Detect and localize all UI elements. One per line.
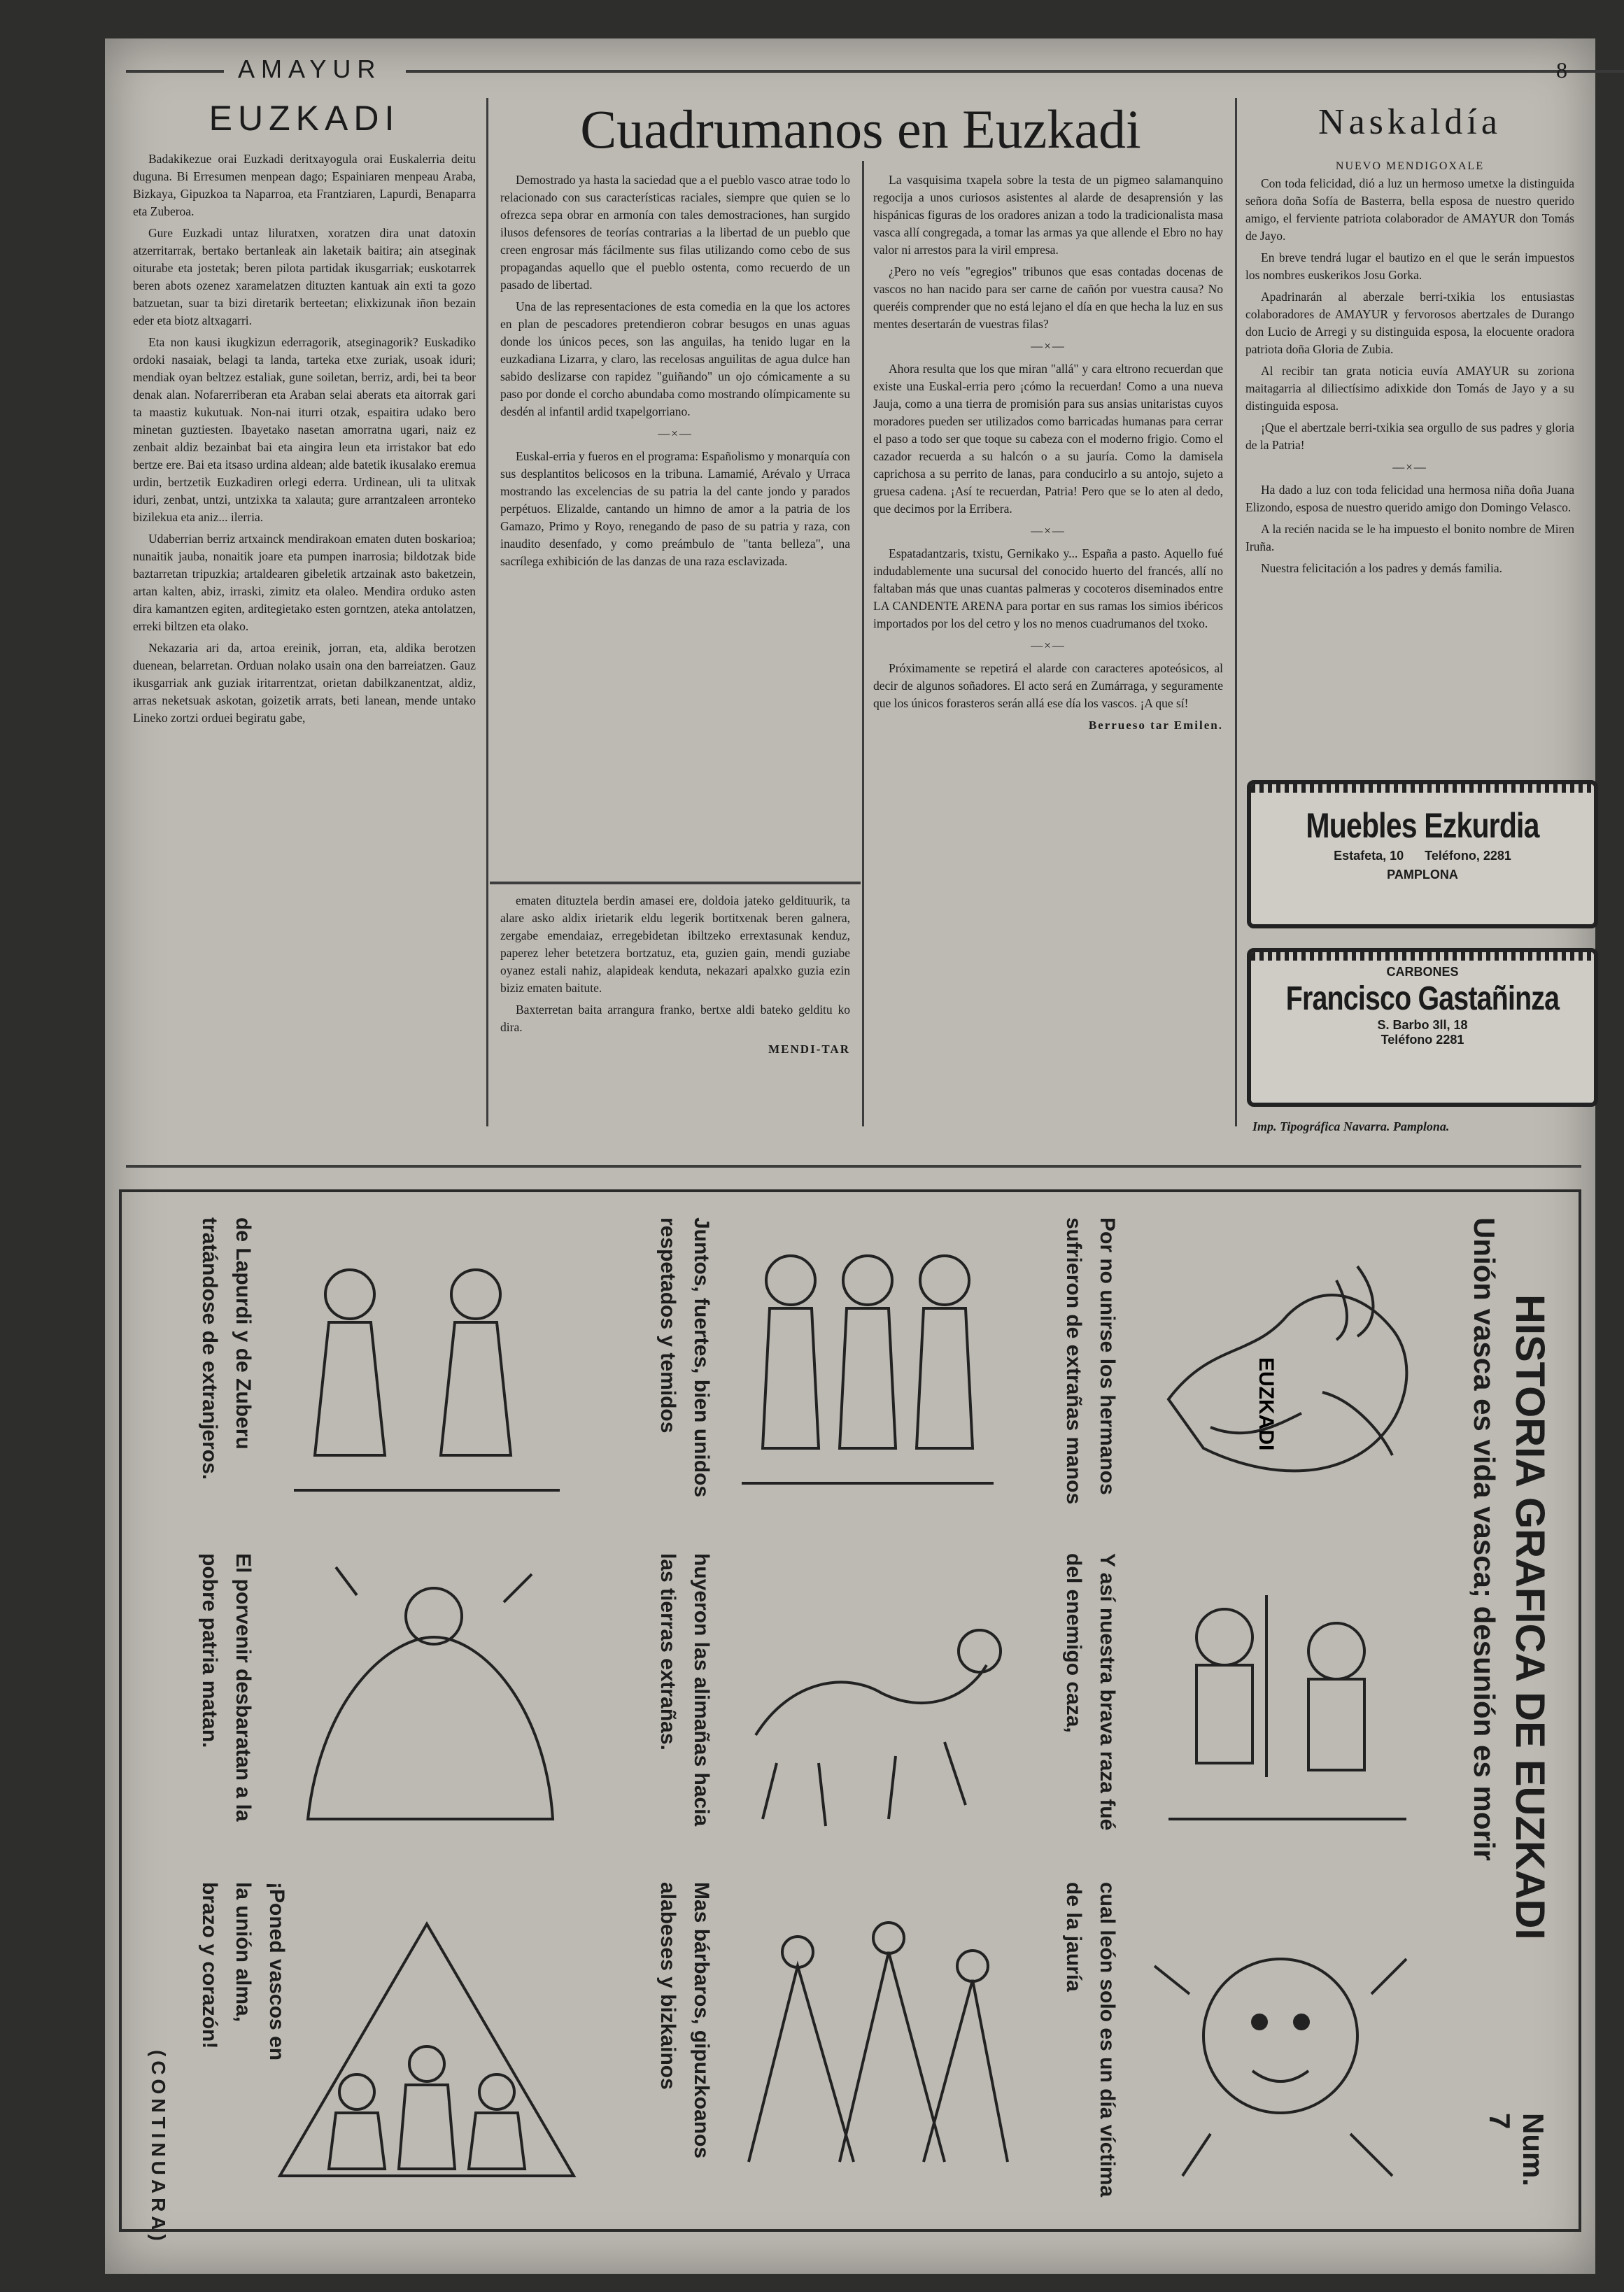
comic-strip <box>119 1189 1581 2245</box>
caption-1: Por no unirse los hermanos sufrieron de extrañas manos <box>1062 1217 1119 1505</box>
advert-address: S. Barbo 3ll, 18 <box>1377 1018 1468 1032</box>
paragraph: La vasquisima txapela sobre la testa de un pigmeo salamanquino regocija a unos curiosos asistentes al alarde de desaprensión y las hispánicas figuras de los oradores anizan a todo la tradicionalista masa vasca allí congregada, a tomar las armas ya que allende el Ebro no hay valor ni arrestos para la viril empresa. <box>873 173 1223 257</box>
advert-border-stripes <box>1251 784 1594 793</box>
separator: —×— <box>1392 460 1427 474</box>
lion-illustration <box>1127 1882 1448 2204</box>
advert-contact <box>1251 849 1594 863</box>
travellers-illustration <box>252 1217 602 1525</box>
advert-phone: Teléfono, 2281 <box>1425 849 1511 863</box>
mourning-mother-illustration <box>252 1553 602 1861</box>
imprint: Imp. Tipográfica Navarra. Pamplona. <box>1252 1119 1450 1133</box>
paragraph: Eta non kausi ikugkizun ederragorik, atseginagorik? Euskadiko ordoki nasaiak, belagi ta landa, tarteka etxe zuriak, usoak iduri; mendiak oyan beltzez estaliak, gune soiletan, berriz, ardi, bei ta beor denak alan. Nofarerriberan eta Araban selai aberats eta aitorrak gari ta maastiz kukutuak. Non-nai iturri otzak, espaitira udako bero minetan guztiesten. Ibayetako nasetan amorratna ugari, naiz ez zenbait aldiz bezainbat bai eta aingira leun eta irristakor bat edo bertze ere. Bai eta itsaso urdina aldean; alde batetik ikusalako eremua urdin, bertzetik Euzkadiren orlegi ederra. Urdinean, uli ta ulitxak iduri, zenbat, untzi, untzixka ta xalauta; gure arrantzaleen arronteko bizilekua eta aniz... ilerria. <box>133 335 476 524</box>
paragraph: Apadrinarán al aberzale berri-txikia los entusiastas colaboradores de AMAYUR y fervorosos abertzales de Durango don Lucio de Arregi y su distinguida esposa, la elocuente oradora patriota doña Gloria de Zubia. <box>1245 290 1574 356</box>
section-rule <box>126 1165 1581 1168</box>
column-title: EUZKADI <box>209 99 400 138</box>
column-rule <box>1235 98 1237 1126</box>
article-headline: Cuadrumanos en Euzkadi <box>580 99 1141 160</box>
separator: —×— <box>1031 339 1066 353</box>
caption-5: huyeron las alimañas hacia las tierras extrañas. <box>656 1553 713 1827</box>
caption-6: Mas bárbaros, gipuzkoanos alabeses y bizkainos <box>656 1882 713 2159</box>
map-hands-illustration <box>1127 1217 1448 1525</box>
caption-9: ¡Poned vascos en la unión alma, brazo y corazón! <box>198 1882 288 2061</box>
separator: —×— <box>658 427 693 440</box>
caption-3: cual león solo es un día víctima de la jauría <box>1062 1882 1119 2198</box>
paragraph: Una de las representaciones de esta comedia en la que los actores en plan de pescadores pretendieron cobrar besugos en unas aguas donde los únicos peces, son las anguilas, ha tenido lugar en la euzkadiana Lizarra, y claro, las recelosas anguilitas de agua dulce han sabido deslizarse con rapidez "guiñando" un ojo cómicamente a su paso por donde el corcho abundaba como mostrando olímpicamente su desdén al infantil ardid txapelgorriano. <box>500 299 850 418</box>
article-euzkadi <box>133 150 476 1130</box>
place-heading: NUEVO MENDIGOXALE <box>1335 160 1485 172</box>
invaders-illustration <box>714 1882 1022 2204</box>
paragraph: Nekazaria ari da, artoa ereinik, jorran, eta, aldika berotzen duenean, belarretan. Orduan nolako usain ona den barreiatzen. Gauz ikusgarriak ank guziak iritarrentzat, orietan dabilkzanentzat, aldiz, arras neketsuak askotan, goizetik arrats, beti lanean, mende untako Lineko zortzi orduei begiratu gabe, <box>133 641 476 725</box>
paragraph: ¿Pero no veís "egregios" tribunos que esas contadas docenas de vascos no han nacido para ser carne de cañón por vuestra causa? No queréis comprender que no está lejano el día en que hecha la luz en sus mentes desertarán de vuestras filas? <box>873 264 1223 331</box>
masthead-rule-left <box>126 70 224 73</box>
masthead-name: AMAYUR <box>238 55 382 83</box>
column-title: Naskaldía <box>1318 102 1502 142</box>
paragraph: Baxterretan baita arrangura franko, bertxe aldi bateko gelditu ko dira. <box>500 1003 850 1034</box>
section-rule <box>490 882 861 884</box>
map-label: EUZKADI <box>1255 1357 1278 1451</box>
paragraph: Badakikezue orai Euzkadi deritxayogula orai Euskalerria deitu duguna. Bi Erresumen menpean dago; Espainiaren menpeau Araba, Bizkaya, Gipuzkoa ta Naparroa, eta Frantziaren, Lapurdi, Benaparra eta Zuberoa. <box>133 152 476 218</box>
paragraph: Euskal-erria y fueros en el programa: Españolismo y monarquía con sus desplantitos belicosos en la tribuna. Lamamié, Arévalo y Urraca mostrando las excelencias de su patria la del cante jondo y parados perpétuos. Elizalde, cantando un himno de amor a la patria de los Gamazo, Primo y Royo, renegando de paso de su patria y raza, con inaudito desenfado, y como preámbulo de "tanta belleza", una sacrílega exhibición de las danzas de una raza esclavizada. <box>500 449 850 568</box>
paragraph: Gure Euzkadi untaz liluratxen, xoratzen dira unat datoxin atzerritarrak, bertako bertanleak ain laketaik baitira; ain atseginak oiturabe eta jostetak; beren pilota partidak ikusgarriak; euskotarrek beren abots ozenez xaramelatzen dituzten kantuak ain exti ta gozo batzuetan, suar ta bizi diretarik berteetan; elixkizunak iñon bezain eder eta biotz altxagarri. <box>133 226 476 327</box>
caption-continuara: (CONTINUARA) <box>148 2050 169 2245</box>
map-illustration <box>1127 1217 1448 1525</box>
article-cuadrumanos-col-a <box>500 171 850 871</box>
paragraph: Espatadantzaris, txistu, Gernikako y... España a pasto. Aquello fué indudablemente una sucursal del conocido huerto del francés, allí no faltaban más que unas cuantas palmeras y cocoteros diseminados entre LA CANDENTE ARENA para portar en sus ramas los simios ibéricos importados por los del cetro y los no menos cuadrumanos del txoko. <box>873 546 1223 630</box>
article-cuadrumanos-col-b <box>873 171 1223 1133</box>
paragraph: Con toda felicidad, dió a luz un hermoso umetxe la distinguida señora doña Sofía de Basterra, bella esposa de nuestro querido amigo, el ferviente patriota colaborador de AMAYUR don Tomás de Jayo. <box>1245 176 1574 243</box>
advert-name: Francisco Gastañinza <box>1285 980 1560 1017</box>
comic-subtitle: Unión vasca es vida vasca; desunión es morir <box>1468 1217 1501 1861</box>
advert-border-stripes <box>1251 952 1594 961</box>
paragraph: Ahora resulta que los que miran "allá" y cara eltrono recuerdan que existe una Euskal-erria pero ¡cómo la recuerdan! Como a una nueva Jauja, como a una tierra de promisión para sus ansias unitaristas cuyos moradores pueden ser utilizados como barricadas humanas para cerrar el paso a todo ser que toque su cabeza con el moderno frigio. Como el cazador recuerda a su halcón o a su jauría. Como la damisela caprichosa a su perrito de lanas, para conducirlo a su antojo, sujeto a gruesa cadena. ¡Así te recuerdan, Patria! Pero que se lo aten al dedo, que decimos por la Erribera. <box>873 362 1223 516</box>
paragraph: Nuestra felicitación a los padres y demás familia. <box>1261 561 1503 575</box>
advert-gastaninza <box>1247 948 1598 1107</box>
separator: —×— <box>1031 524 1066 537</box>
page-number: 8 <box>1556 57 1567 83</box>
signature: Berrueso tar Emilen. <box>1088 719 1223 732</box>
separator: —×— <box>1031 639 1066 652</box>
advert-city: PAMPLONA <box>1387 868 1458 882</box>
paragraph: ¡Que el abertzale berri-txikia sea orgullo de sus padres y gloria de la Patria! <box>1245 420 1574 452</box>
article-naskaldia <box>1245 157 1574 759</box>
paragraph: ematen dituztela berdin amasei ere, doldoia jateko geldituurik, ta alare asko aldix irietarik eldu legerik bortitxenak beren galnera, zergabe emendaiaz, erregebidetan ibiltzeko errextasunak kenduz, paperez leher betetzera bortzatuz, eta, guzien gain, mendi guziabe oyanez estali nahiz, alapideak kenduta, nekazari apalxko guzia ezin biziz ematen baitute. <box>500 893 850 995</box>
caption-2: Y así nuestra brava raza fué del enemigo caza, <box>1062 1553 1119 1831</box>
signature: MENDI-TAR <box>768 1042 850 1056</box>
paragraph: Al recibir tan grata noticia euvía AMAYUR su zoriona maitagarria al diliectísimo adixkide don Tomás de Jayo y a su distinguida esposa. <box>1245 364 1574 413</box>
paragraph: Ha dado a luz con toda felicidad una hermosa niña doña Juana Elizondo, esposa de nuestro querido amigo don Domingo Velasco. <box>1245 483 1574 514</box>
paragraph: A la recién nacida se le ha impuesto el bonito nombre de Miren Iruña. <box>1245 522 1574 553</box>
paragraph: Próximamente se repetirá el alarde con caracteres apoteósicos, al decir de algunos soñadores. El acto será en Zumárraga, y seguramente que los únicos forasteros serán allá ese día los vascos. ¡A que sí! <box>873 661 1223 710</box>
caption-7: de Lapurdi y de Zuberu tratándose de extranjeros. <box>198 1217 255 1480</box>
comic-number: Num. 7 <box>1483 2113 1550 2186</box>
masthead-rule-right <box>406 70 1624 73</box>
article-euzkadi-continuation <box>500 892 850 1130</box>
comic-title: HISTORIA GRAFICA DE EUZKADI <box>1507 1294 1553 1940</box>
paragraph: Demostrado ya hasta la saciedad que a el pueblo vasco atrae todo lo relacionado con sus características raciales, siempre que quien se lo ofrezca sepa obrar en armonía con tales demostraciones, han surgido ilusos defensores de teorías contrarias a la libertad de un pueblo que creen engrosar más fácilmente sus filas utilizando como cebo de sus propagandas aquello que el pueblo ostenta, como recuerdo de un pasado de libertad. <box>500 173 850 292</box>
column-rule <box>862 161 864 1126</box>
advert-kind: CARBONES <box>1386 965 1459 979</box>
caption-4: Juntos, fuertes, bien unidos respetados y temidos <box>656 1217 713 1498</box>
advert-address: Estafeta, 10 <box>1334 849 1404 863</box>
caption-8: El porvenir desbaratan a la pobre patria matan. <box>198 1553 255 1822</box>
soldiers-illustration <box>1127 1553 1448 1861</box>
paragraph: En breve tendrá lugar el bautizo en el que le serán impuestos los nombres euskerikos Josu Gorka. <box>1245 250 1574 282</box>
advert-name: Muebles Ezkurdia <box>1306 806 1539 845</box>
advert-muebles-ezkurdia <box>1247 780 1598 928</box>
united-warriors-illustration <box>714 1217 1022 1525</box>
fleeing-beasts-illustration <box>714 1553 1022 1861</box>
paragraph: Udaberrian berriz artxainck mendirakoan ematen duten boskarioa; nunaitik jauba, nonaitik joare eta pumpen inarrosia; bildotzak bide baztarretan tripuzkia; artaldearen gibeletik artzainak asto baketzein, artan kalten, abiz, irraski, zimitz eta olaleo. Mendira orduko asten dira kamantzen egiten, arditegietako esten gorntzen, ateka antolatzen, erreki biltzen eta olako. <box>133 532 476 633</box>
unity-crowd-illustration <box>252 1882 602 2204</box>
advert-phone: Teléfono 2281 <box>1381 1033 1464 1047</box>
column-rule <box>486 98 488 1126</box>
masthead <box>126 55 1581 85</box>
